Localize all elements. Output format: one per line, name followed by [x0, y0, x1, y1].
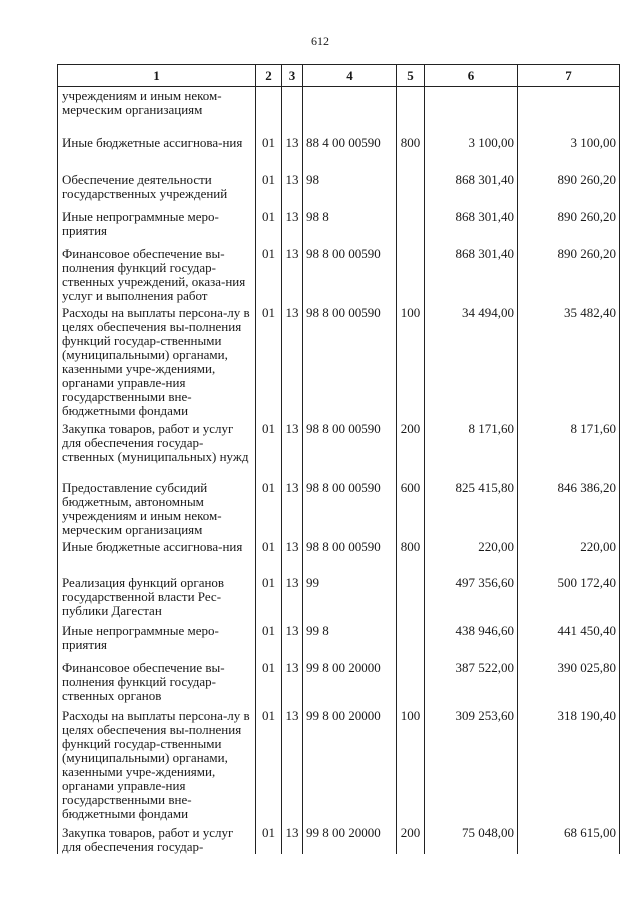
row-csr: 98: [303, 173, 397, 210]
table-row: [58, 624, 620, 661]
row-sum-1: 868 301,40: [425, 247, 518, 306]
row-name: Обеспечение деятельности государственных учреждений: [58, 173, 256, 210]
row-csr: 99 8 00 20000: [303, 826, 397, 854]
row-pr: 13: [282, 173, 303, 210]
budget-table: [57, 64, 620, 854]
row-vr: 800: [397, 136, 425, 173]
row-sum-1: 309 253,60: [425, 709, 518, 826]
table-row: [58, 173, 620, 210]
row-vr: [397, 247, 425, 306]
row-rz: 01: [256, 661, 282, 709]
row-pr: 13: [282, 540, 303, 576]
row-rz: 01: [256, 624, 282, 661]
row-sum-2: 890 260,20: [518, 173, 620, 210]
row-sum-2: 890 260,20: [518, 247, 620, 306]
row-pr: 13: [282, 624, 303, 661]
row-csr: 99: [303, 576, 397, 624]
col-header-7: 7: [518, 65, 620, 87]
row-pr: 13: [282, 661, 303, 709]
row-vr: [397, 87, 425, 136]
row-rz: 01: [256, 306, 282, 422]
row-sum-2: 500 172,40: [518, 576, 620, 624]
table-row: [58, 709, 620, 826]
row-name: Иные бюджетные ассигнова-ния: [58, 136, 256, 173]
row-sum-2: 390 025,80: [518, 661, 620, 709]
row-pr: 13: [282, 709, 303, 826]
table-body: [58, 87, 620, 854]
row-rz: 01: [256, 173, 282, 210]
row-csr: 99 8 00 20000: [303, 661, 397, 709]
row-name: Закупка товаров, работ и услуг для обеспечения государ-ственных (муниципальных) нужд: [58, 422, 256, 481]
table-row: [58, 136, 620, 173]
row-sum-1: 868 301,40: [425, 173, 518, 210]
row-sum-1: 3 100,00: [425, 136, 518, 173]
row-name: Иные непрограммные меро-приятия: [58, 210, 256, 247]
row-rz: 01: [256, 210, 282, 247]
row-csr: 98 8 00 00590: [303, 422, 397, 481]
row-pr: 13: [282, 247, 303, 306]
row-vr: 100: [397, 709, 425, 826]
row-csr: 98 8 00 00590: [303, 481, 397, 540]
row-sum-2: 890 260,20: [518, 210, 620, 247]
col-header-6: 6: [425, 65, 518, 87]
row-csr: 88 4 00 00590: [303, 136, 397, 173]
row-pr: 13: [282, 826, 303, 854]
row-sum-2: 846 386,20: [518, 481, 620, 540]
row-pr: 13: [282, 136, 303, 173]
row-vr: [397, 576, 425, 624]
row-csr: 98 8 00 00590: [303, 540, 397, 576]
row-pr: 13: [282, 210, 303, 247]
row-sum-2: 220,00: [518, 540, 620, 576]
table-row: [58, 210, 620, 247]
row-vr: [397, 624, 425, 661]
row-sum-1: 825 415,80: [425, 481, 518, 540]
row-sum-1: 8 171,60: [425, 422, 518, 481]
row-pr: 13: [282, 576, 303, 624]
row-sum-1: 868 301,40: [425, 210, 518, 247]
row-name: Предоставление субсидий бюджетным, автономным учреждениям и иным неком-мерческим организациям: [58, 481, 256, 540]
row-vr: 600: [397, 481, 425, 540]
row-sum-1: 75 048,00: [425, 826, 518, 854]
row-sum-2: 35 482,40: [518, 306, 620, 422]
col-header-1: 1: [58, 65, 256, 87]
row-rz: [256, 87, 282, 136]
row-rz: 01: [256, 247, 282, 306]
row-name: Реализация функций органов государственной власти Рес-публики Дагестан: [58, 576, 256, 624]
table-row: [58, 661, 620, 709]
row-name: Финансовое обеспечение вы-полнения функций государ-ственных органов: [58, 661, 256, 709]
row-vr: 800: [397, 540, 425, 576]
row-vr: 200: [397, 826, 425, 854]
row-pr: [282, 87, 303, 136]
col-header-2: 2: [256, 65, 282, 87]
header-row: [58, 65, 620, 87]
row-sum-1: 34 494,00: [425, 306, 518, 422]
row-name: Финансовое обеспечение вы-полнения функций государ-ственных учреждений, оказа-ния услуг и выполнения работ: [58, 247, 256, 306]
row-vr: [397, 173, 425, 210]
row-pr: 13: [282, 306, 303, 422]
row-vr: [397, 210, 425, 247]
col-header-3: 3: [282, 65, 303, 87]
row-sum-2: 8 171,60: [518, 422, 620, 481]
row-sum-1: 497 356,60: [425, 576, 518, 624]
row-name: Расходы на выплаты персона-лу в целях обеспечения вы-полнения функций государ-ственными (муниципальными) органами, казенными учре-ждениями, органами управле-ния государственными вне-бюджетными фондами: [58, 306, 256, 422]
row-csr: 99 8: [303, 624, 397, 661]
row-name: учреждениям и иным неком-мерческим организациям: [58, 87, 256, 136]
row-sum-1: [425, 87, 518, 136]
row-rz: 01: [256, 576, 282, 624]
row-sum-2: 68 615,00: [518, 826, 620, 854]
col-header-5: 5: [397, 65, 425, 87]
table-row: [58, 540, 620, 576]
row-sum-1: 438 946,60: [425, 624, 518, 661]
table-row: [58, 481, 620, 540]
row-rz: 01: [256, 422, 282, 481]
col-header-4: 4: [303, 65, 397, 87]
row-csr: 98 8: [303, 210, 397, 247]
row-csr: 98 8 00 00590: [303, 306, 397, 422]
row-sum-2: 441 450,40: [518, 624, 620, 661]
page-number: 612: [311, 34, 329, 48]
row-sum-2: 318 190,40: [518, 709, 620, 826]
row-rz: 01: [256, 826, 282, 854]
row-rz: 01: [256, 136, 282, 173]
row-name: Расходы на выплаты персона-лу в целях обеспечения вы-полнения функций государ-ственными (муниципальными) органами, казенными учре-ждениями, органами управле-ния государственными вне-бюджетными фондами: [58, 709, 256, 826]
row-csr: [303, 87, 397, 136]
row-rz: 01: [256, 540, 282, 576]
row-pr: 13: [282, 481, 303, 540]
row-csr: 99 8 00 20000: [303, 709, 397, 826]
table-row: [58, 576, 620, 624]
row-vr: [397, 661, 425, 709]
row-name: Иные бюджетные ассигнова-ния: [58, 540, 256, 576]
row-rz: 01: [256, 709, 282, 826]
table-row: [58, 826, 620, 854]
table-row: [58, 306, 620, 422]
row-sum-2: [518, 87, 620, 136]
row-csr: 98 8 00 00590: [303, 247, 397, 306]
row-sum-2: 3 100,00: [518, 136, 620, 173]
row-sum-1: 387 522,00: [425, 661, 518, 709]
row-name: Иные непрограммные меро-приятия: [58, 624, 256, 661]
row-pr: 13: [282, 422, 303, 481]
row-vr: 100: [397, 306, 425, 422]
row-name: Закупка товаров, работ и услуг для обеспечения государ-: [58, 826, 256, 854]
table-row: [58, 247, 620, 306]
table-row: [58, 422, 620, 481]
row-sum-1: 220,00: [425, 540, 518, 576]
row-rz: 01: [256, 481, 282, 540]
table-row: [58, 87, 620, 136]
row-vr: 200: [397, 422, 425, 481]
